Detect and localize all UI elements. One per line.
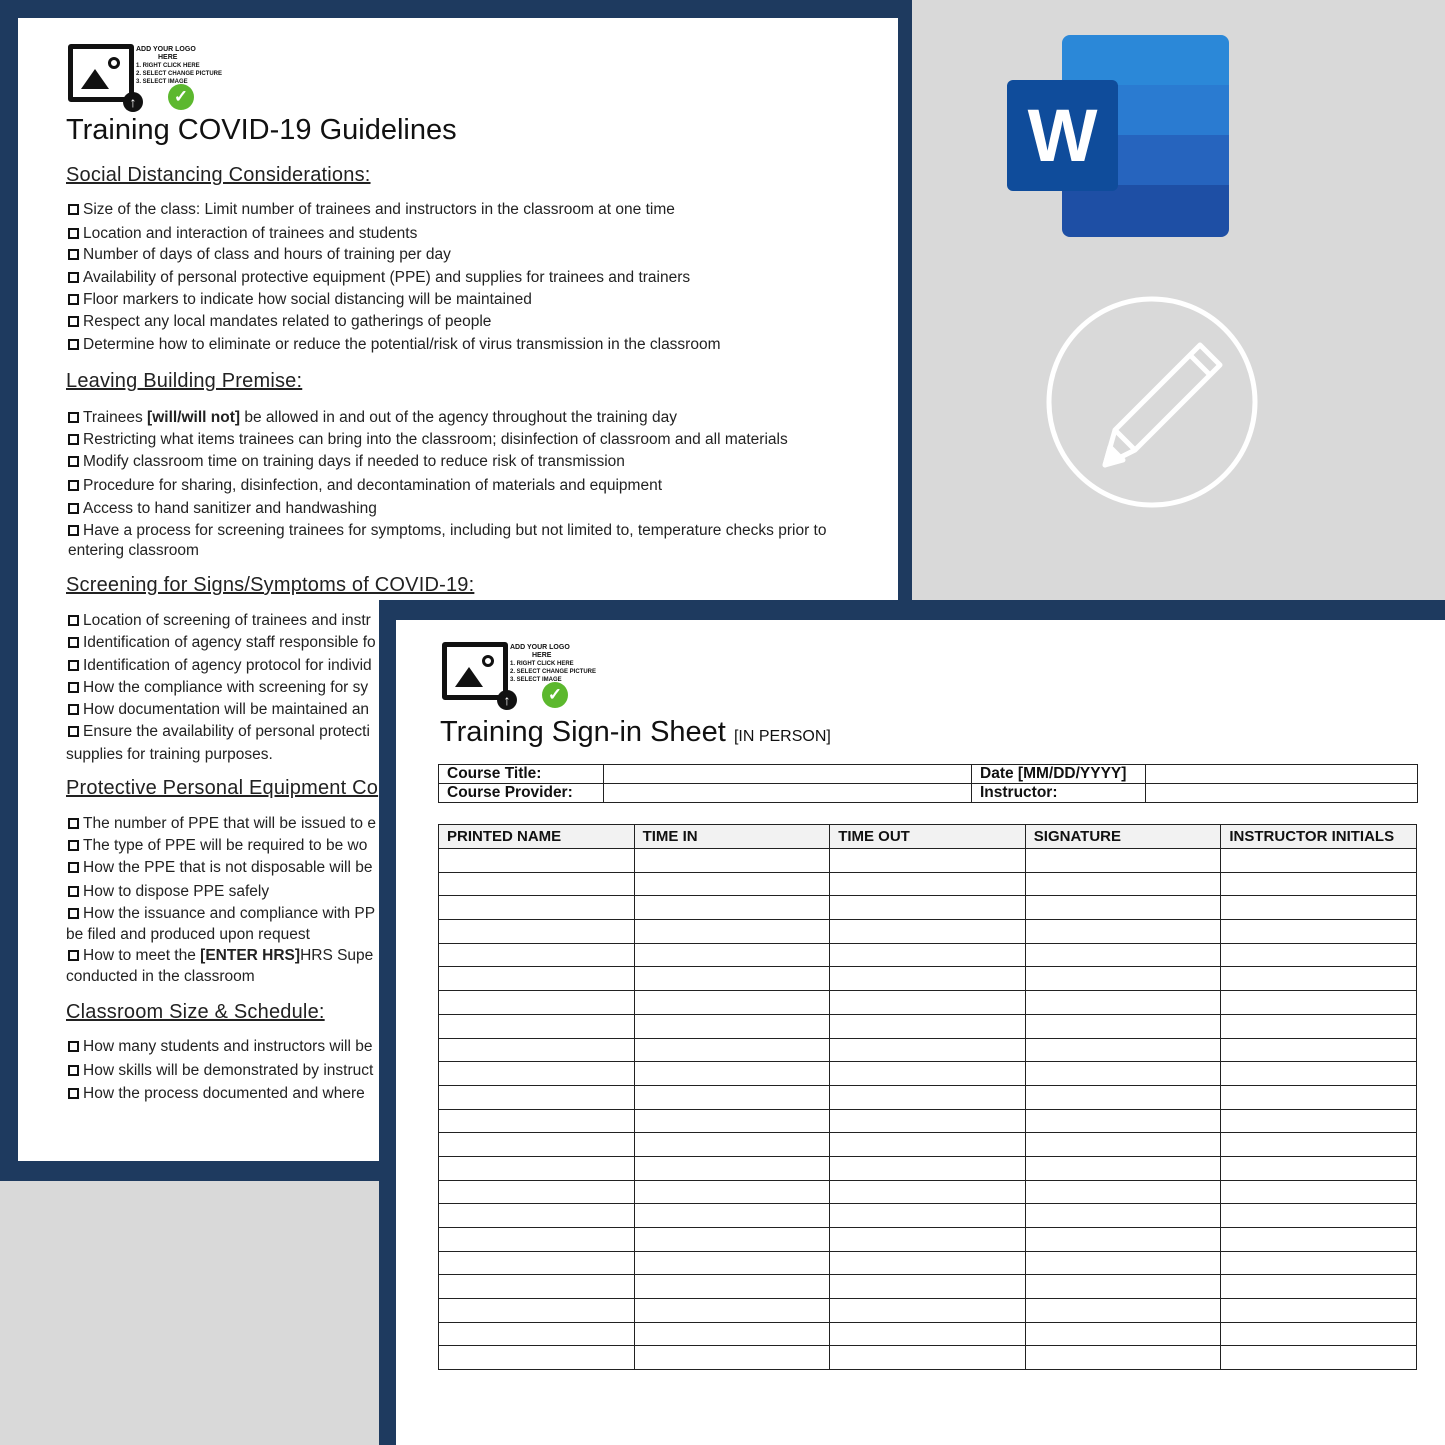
signin-cell[interactable]: [1221, 1228, 1417, 1252]
checklist-item: [68, 1037, 372, 1057]
signin-cell[interactable]: [634, 1109, 830, 1133]
checklist-item: [68, 882, 269, 902]
checkbox-icon[interactable]: [68, 249, 79, 260]
checklist-item-text: Number of days of class and hours of training per day: [83, 246, 451, 263]
table-header-row: [439, 825, 1417, 849]
date-label: Date [MM/DD/YYYY]: [972, 765, 1146, 784]
signin-cell[interactable]: [1221, 1038, 1417, 1062]
table-row: [439, 967, 1417, 991]
instructor-field[interactable]: [1146, 784, 1418, 803]
checkbox-icon[interactable]: [68, 615, 79, 626]
signin-cell[interactable]: [634, 943, 830, 967]
signin-cell[interactable]: [634, 991, 830, 1015]
signin-cell[interactable]: [634, 1275, 830, 1299]
checklist-item-text: HRS Supe: [300, 947, 374, 964]
signin-cell[interactable]: [634, 1014, 830, 1038]
course-provider-label: Course Provider:: [439, 784, 604, 803]
check-icon: ✓: [168, 84, 194, 110]
signin-cell[interactable]: [439, 1204, 635, 1228]
signin-cell[interactable]: [634, 1322, 830, 1346]
signin-cell[interactable]: [1221, 1085, 1417, 1109]
signin-cell[interactable]: [634, 1085, 830, 1109]
signin-cell[interactable]: [1025, 1299, 1221, 1323]
signin-cell[interactable]: [830, 849, 1026, 873]
table-row: [439, 1346, 1417, 1370]
signin-cell[interactable]: [1025, 1062, 1221, 1086]
checklist-item-text: Location of screening of trainees and instr: [83, 612, 371, 629]
upload-icon: ↑: [123, 92, 143, 112]
signin-cell[interactable]: [1221, 920, 1417, 944]
checklist-item-text: How to meet the: [83, 947, 201, 964]
checklist-item-text: conducted in the classroom: [66, 968, 255, 985]
signin-cell[interactable]: [1221, 1275, 1417, 1299]
checklist-item-text: How the PPE that is not disposable will be: [83, 859, 373, 876]
checkbox-icon[interactable]: [68, 682, 79, 693]
checklist-item: [68, 245, 451, 265]
signin-cell[interactable]: [830, 872, 1026, 896]
checkbox-icon[interactable]: [68, 637, 79, 648]
checklist-item: [66, 745, 273, 765]
signin-cell[interactable]: [634, 1180, 830, 1204]
checklist-item-text: How to dispose PPE safely: [83, 883, 270, 900]
section-heading: Protective Personal Equipment Co: [66, 777, 379, 799]
signin-cell[interactable]: [439, 849, 635, 873]
checklist-item: [68, 633, 376, 653]
signin-cell[interactable]: [439, 1180, 635, 1204]
pencil-edit-icon: [1045, 295, 1259, 509]
checklist-item-text: How documentation will be maintained an: [83, 701, 370, 718]
column-header: SIGNATURE: [1025, 825, 1221, 849]
checklist-item-text: Location and interaction of trainees and students: [83, 225, 418, 242]
checklist-item-text: be allowed in and out of the agency throughout the training day: [240, 409, 677, 426]
checkbox-icon[interactable]: [68, 862, 79, 873]
checklist-item-text: be filed and produced upon request: [66, 926, 310, 943]
checkbox-icon[interactable]: [68, 272, 79, 283]
checklist-item-text: Size of the class: Limit number of trainees and instructors in the classroom at one time: [83, 201, 675, 218]
section-heading: Classroom Size & Schedule:: [66, 1001, 325, 1023]
checkbox-icon[interactable]: [68, 456, 79, 467]
checkbox-icon[interactable]: [68, 1041, 79, 1052]
signin-cell[interactable]: [439, 1299, 635, 1323]
checkbox-icon[interactable]: [68, 908, 79, 919]
table-row: [439, 1062, 1417, 1086]
checkbox-icon[interactable]: [68, 704, 79, 715]
signin-cell[interactable]: [439, 1133, 635, 1157]
checklist-item: [66, 925, 310, 945]
table-row: [439, 1109, 1417, 1133]
checklist-item: [68, 946, 373, 966]
checklist-item-text: Floor markers to indicate how social distancing will be maintained: [83, 291, 532, 308]
signin-cell[interactable]: [1025, 991, 1221, 1015]
checklist-item-text: How the process documented and where: [83, 1085, 365, 1102]
signin-cell[interactable]: [1221, 872, 1417, 896]
image-icon: [442, 642, 508, 700]
checkbox-icon[interactable]: [68, 503, 79, 514]
table-row: [439, 896, 1417, 920]
signin-cell[interactable]: [830, 1251, 1026, 1275]
checkbox-icon[interactable]: [68, 950, 79, 961]
checklist-item-text: Identification of agency staff responsible fo: [83, 634, 376, 651]
signin-cell[interactable]: [1025, 1275, 1221, 1299]
checklist-item-text: Restricting what items trainees can bring into the classroom; disinfection of classroom and all materials: [83, 431, 788, 448]
title-subtitle: [IN PERSON]: [733, 728, 831, 745]
checklist-item-text: How skills will be demonstrated by instruct: [83, 1062, 374, 1079]
table-row: [439, 991, 1417, 1015]
checklist-item: [68, 408, 677, 428]
signin-cell[interactable]: [1221, 1204, 1417, 1228]
signin-table: [438, 824, 1417, 1370]
table-row: [439, 1275, 1417, 1299]
table-row: [439, 1156, 1417, 1180]
signin-cell[interactable]: [439, 1014, 635, 1038]
checklist-item: [68, 904, 375, 924]
checklist-item: [68, 268, 690, 288]
signin-cell[interactable]: [634, 1062, 830, 1086]
checklist-item-text: Trainees: [83, 409, 148, 426]
column-header: TIME OUT: [830, 825, 1026, 849]
signin-cell[interactable]: [830, 991, 1026, 1015]
checklist-item-text: How many students and instructors will be: [83, 1038, 373, 1055]
signin-cell[interactable]: [830, 943, 1026, 967]
course-title-field[interactable]: [604, 765, 972, 784]
column-header: INSTRUCTOR INITIALS: [1221, 825, 1417, 849]
table-row: [439, 765, 1418, 784]
signin-cell[interactable]: [1025, 1085, 1221, 1109]
signin-cell[interactable]: [439, 943, 635, 967]
signin-cell[interactable]: [1025, 1204, 1221, 1228]
signin-cell[interactable]: [634, 896, 830, 920]
logo-instructions: ADD YOUR LOGO HERE 1. RIGHT CLICK HERE 2. SELECT CHANGE PICTURE 3. SELECT IMAGE: [136, 46, 223, 85]
signin-cell[interactable]: [830, 1228, 1026, 1252]
checkbox-icon[interactable]: [68, 525, 79, 536]
signin-cell[interactable]: [1025, 967, 1221, 991]
checklist-item: [68, 858, 373, 878]
checklist-item: [68, 224, 417, 244]
checkbox-icon[interactable]: [68, 726, 79, 737]
signin-cell[interactable]: [1025, 1109, 1221, 1133]
checklist-item-text: How the compliance with screening for sy: [83, 679, 369, 696]
signin-cell[interactable]: [1025, 849, 1221, 873]
signin-cell[interactable]: [1221, 1346, 1417, 1370]
instructor-label: Instructor:: [972, 784, 1146, 803]
signin-cell[interactable]: [1221, 991, 1417, 1015]
section-heading: Social Distancing Considerations:: [66, 164, 371, 186]
word-letter: W: [1007, 80, 1118, 191]
signin-cell[interactable]: [439, 1322, 635, 1346]
signin-cell[interactable]: [830, 967, 1026, 991]
section-heading: Screening for Signs/Symptoms of COVID-19:: [66, 574, 475, 596]
checklist-item: [68, 430, 788, 450]
checklist-item: [68, 836, 367, 856]
signin-cell[interactable]: [830, 1204, 1026, 1228]
signin-cell[interactable]: [1221, 1251, 1417, 1275]
table-row: [439, 920, 1417, 944]
signin-cell[interactable]: [634, 872, 830, 896]
checklist-item: [68, 700, 369, 720]
signin-cell[interactable]: [830, 1275, 1026, 1299]
signin-cell[interactable]: [439, 991, 635, 1015]
column-header: TIME IN: [634, 825, 830, 849]
signin-cell[interactable]: [1221, 1062, 1417, 1086]
image-icon: [68, 44, 134, 102]
signin-cell[interactable]: [1025, 920, 1221, 944]
logo-placeholder[interactable]: [442, 642, 597, 710]
signin-cell[interactable]: [1221, 1014, 1417, 1038]
signin-cell[interactable]: [1025, 872, 1221, 896]
signin-cell[interactable]: [830, 1085, 1026, 1109]
table-row: [439, 943, 1417, 967]
table-row: [439, 1133, 1417, 1157]
checkbox-icon[interactable]: [68, 228, 79, 239]
signin-cell[interactable]: [634, 920, 830, 944]
checkbox-icon[interactable]: [68, 1088, 79, 1099]
signin-cell[interactable]: [634, 1228, 830, 1252]
signin-cell[interactable]: [1221, 1133, 1417, 1157]
signin-cell[interactable]: [1025, 1251, 1221, 1275]
signin-page: [396, 620, 1445, 1445]
signin-cell[interactable]: [830, 920, 1026, 944]
signin-cell[interactable]: [439, 1109, 635, 1133]
column-header: PRINTED NAME: [439, 825, 635, 849]
checklist-item-text: How the issuance and compliance with PP: [83, 905, 376, 922]
checklist-item: [68, 814, 376, 834]
table-row: [439, 1204, 1417, 1228]
checkbox-icon[interactable]: [68, 1065, 79, 1076]
signin-cell[interactable]: [1025, 1228, 1221, 1252]
checklist-item-text: The type of PPE will be required to be wo: [83, 837, 368, 854]
checkbox-icon[interactable]: [68, 339, 79, 350]
checkbox-icon[interactable]: [68, 840, 79, 851]
checklist-item-text: Identification of agency protocol for individ: [83, 657, 372, 674]
course-provider-field[interactable]: [604, 784, 972, 803]
course-title-label: Course Title:: [439, 765, 604, 784]
signin-cell[interactable]: [1025, 1180, 1221, 1204]
title-text: Training Sign-in Sheet: [440, 716, 726, 748]
signin-cell[interactable]: [634, 1156, 830, 1180]
checklist-item: [68, 722, 370, 742]
signin-cell[interactable]: [439, 1038, 635, 1062]
table-row: [439, 784, 1418, 803]
checkbox-icon[interactable]: [68, 886, 79, 897]
signin-cell[interactable]: [1025, 896, 1221, 920]
signin-cell[interactable]: [830, 1156, 1026, 1180]
checklist-item: [68, 200, 675, 220]
signin-cell[interactable]: [1221, 849, 1417, 873]
signin-cell[interactable]: [634, 1038, 830, 1062]
table-row: [439, 849, 1417, 873]
word-app-icon: [1007, 35, 1231, 237]
signin-cell[interactable]: [439, 1228, 635, 1252]
signin-cell[interactable]: [439, 1085, 635, 1109]
signin-cell[interactable]: [439, 1156, 635, 1180]
checklist-item-text: Have a process for screening trainees for symptoms, including but not limited to, temperature checks prior to entering classroom: [68, 522, 827, 559]
signin-cell[interactable]: [830, 1062, 1026, 1086]
signin-cell[interactable]: [1221, 1180, 1417, 1204]
checklist-item: [68, 611, 371, 631]
checklist-item-text: Access to hand sanitizer and handwashing: [83, 500, 377, 517]
page-title: [440, 716, 831, 749]
checklist-item-text: The number of PPE that will be issued to e: [83, 815, 376, 832]
table-row: [439, 1014, 1417, 1038]
signin-cell[interactable]: [830, 1133, 1026, 1157]
signin-cell[interactable]: [830, 1346, 1026, 1370]
checklist-item-text: Determine how to eliminate or reduce the potential/risk of virus transmission in the classroom: [83, 336, 721, 353]
signin-cell[interactable]: [439, 872, 635, 896]
signin-cell[interactable]: [439, 920, 635, 944]
signin-cell[interactable]: [634, 1133, 830, 1157]
checkbox-icon[interactable]: [68, 818, 79, 829]
signin-cell[interactable]: [1025, 943, 1221, 967]
signin-cell[interactable]: [634, 1346, 830, 1370]
signin-cell[interactable]: [634, 1204, 830, 1228]
checkbox-icon[interactable]: [68, 480, 79, 491]
checklist-item: [68, 1084, 365, 1104]
checklist-item-text: Availability of personal protective equipment (PPE) and supplies for trainees and trainers: [83, 269, 691, 286]
checklist-item: [68, 476, 662, 496]
signin-cell[interactable]: [1221, 1299, 1417, 1323]
page-title: Training COVID-19 Guidelines: [66, 114, 457, 146]
signin-cell[interactable]: [1221, 943, 1417, 967]
table-row: [439, 1299, 1417, 1323]
signin-cell[interactable]: [1025, 1038, 1221, 1062]
checkbox-icon[interactable]: [68, 434, 79, 445]
signin-cell[interactable]: [439, 967, 635, 991]
signin-cell[interactable]: [634, 1299, 830, 1323]
course-info-table: [438, 764, 1418, 803]
checklist-item-text: Modify classroom time on training days if needed to reduce risk of transmission: [83, 453, 625, 470]
signin-cell[interactable]: [1221, 1322, 1417, 1346]
signin-cell[interactable]: [634, 1251, 830, 1275]
table-row: [439, 1085, 1417, 1109]
checklist-item-text: Procedure for sharing, disinfection, and decontamination of materials and equipment: [83, 477, 663, 494]
signin-cell[interactable]: [1221, 896, 1417, 920]
signin-cell[interactable]: [830, 1014, 1026, 1038]
checklist-item: [68, 521, 868, 561]
checklist-item: [68, 656, 372, 676]
signin-cell[interactable]: [1221, 1156, 1417, 1180]
table-row: [439, 1038, 1417, 1062]
checklist-item: [68, 312, 491, 332]
check-icon: ✓: [542, 682, 568, 708]
checkbox-icon[interactable]: [68, 660, 79, 671]
checklist-item: [68, 335, 721, 355]
signin-cell[interactable]: [830, 1299, 1026, 1323]
signin-cell[interactable]: [830, 1038, 1026, 1062]
checklist-item: [66, 967, 255, 987]
checklist-item: [68, 499, 377, 519]
signin-cell[interactable]: [1025, 1322, 1221, 1346]
section-heading: Leaving Building Premise:: [66, 370, 303, 392]
checkbox-icon[interactable]: [68, 412, 79, 423]
signin-cell[interactable]: [1025, 1133, 1221, 1157]
placeholder-text: [will/will not]: [147, 409, 241, 426]
checklist-item-text: Respect any local mandates related to gatherings of people: [83, 313, 492, 330]
signin-cell[interactable]: [439, 1346, 635, 1370]
placeholder-text: [ENTER HRS]: [200, 947, 301, 964]
logo-instructions: ADD YOUR LOGO HERE 1. RIGHT CLICK HERE 2. SELECT CHANGE PICTURE 3. SELECT IMAGE: [510, 644, 597, 683]
checkbox-icon[interactable]: [68, 294, 79, 305]
table-row: [439, 1180, 1417, 1204]
table-row: [439, 1322, 1417, 1346]
upload-icon: ↑: [497, 690, 517, 710]
signin-cell[interactable]: [830, 1322, 1026, 1346]
signin-cell[interactable]: [634, 849, 830, 873]
signin-cell[interactable]: [1025, 1156, 1221, 1180]
checkbox-icon[interactable]: [68, 204, 79, 215]
signin-cell[interactable]: [439, 1062, 635, 1086]
signin-cell[interactable]: [634, 967, 830, 991]
table-row: [439, 872, 1417, 896]
checklist-item: [68, 678, 368, 698]
signin-cell[interactable]: [1221, 1109, 1417, 1133]
checklist-item-text: supplies for training purposes.: [66, 746, 273, 763]
signin-cell[interactable]: [1025, 1014, 1221, 1038]
checklist-item: [68, 290, 532, 310]
signin-cell[interactable]: [439, 896, 635, 920]
signin-cell[interactable]: [830, 896, 1026, 920]
signin-cell[interactable]: [830, 1109, 1026, 1133]
checklist-item-text: Ensure the availability of personal protecti: [83, 723, 370, 740]
checklist-item: [68, 1061, 373, 1081]
table-row: [439, 1251, 1417, 1275]
signin-cell[interactable]: [1221, 967, 1417, 991]
checkbox-icon[interactable]: [68, 316, 79, 327]
checklist-item: [68, 452, 625, 472]
signin-cell[interactable]: [439, 1251, 635, 1275]
logo-placeholder[interactable]: [68, 44, 223, 112]
date-field[interactable]: [1146, 765, 1418, 784]
table-row: [439, 1228, 1417, 1252]
signin-cell[interactable]: [439, 1275, 635, 1299]
signin-cell[interactable]: [830, 1180, 1026, 1204]
signin-cell[interactable]: [1025, 1346, 1221, 1370]
